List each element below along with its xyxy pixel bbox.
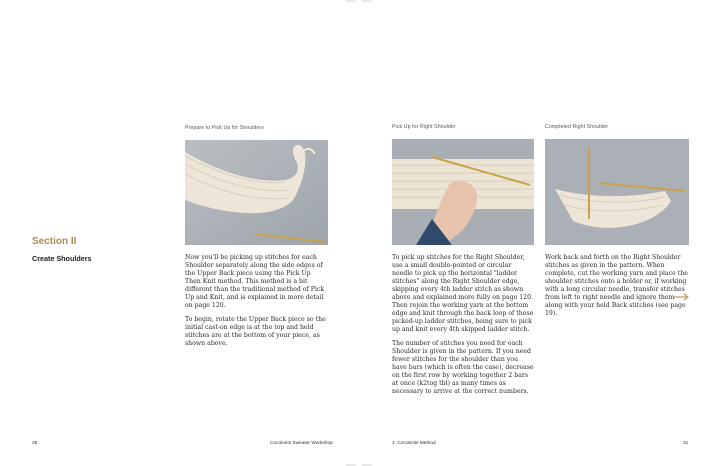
paragraph: Work back and forth on the Right Shoulder stitches as given in the pattern. When complete, cut the working yarn and place the shoulder stitches onto a holder or, if working with a long circular needle, transfer stitches from left to right needle and ignore them along with your held Back stitches (see page 19). — [545, 254, 688, 317]
column-3-text — [545, 254, 689, 324]
photo-pickup-right-shoulder — [392, 139, 534, 245]
top-mark-left — [346, 0, 356, 2]
section-title: Create Shoulders — [32, 254, 92, 263]
running-title-right: 1. Cocoknits Method — [392, 441, 436, 446]
photo-completed-right-shoulder — [545, 139, 689, 245]
paragraph: To pick up stitches for the Right Shoulder, use a small double-pointed or circular needle to pick up the horizontal "ladder stitches" along the Right Shoulder edge, skipping every 4th ladder stitch as shown above and explained more fully on page 120. Then rejoin the working yarn at the bottom edge and knit through the back loop of these picked-up ladder stitches, being sure to pick up and knit every 4th skipped ladder stitch. — [392, 254, 534, 333]
page-number-left: 26 — [32, 441, 38, 446]
knitting-photo-2 — [392, 139, 534, 245]
photo-caption-2: Pick Up for Right Shoulder — [392, 124, 456, 130]
page-number-right: 31 — [683, 441, 689, 446]
arrow-right-icon-svg — [674, 293, 690, 301]
running-title-left: Cocoknits Sweater Workshop — [270, 441, 333, 446]
photo-caption-1: Prepare to Pick Up for Shoulders — [185, 125, 265, 131]
top-mark-right — [362, 0, 372, 2]
knitting-photo-3 — [545, 139, 689, 245]
photo-prepare-pickup — [185, 140, 328, 245]
knitting-photo-1 — [185, 140, 328, 245]
paragraph: The number of stitches you need for each Shoulder is given in the pattern. If you need fewer stitches for the shoulder than you have bars (which is often the case), decrease on the first row by working together 2 bars at once (k2tog tbl) as many times as necessary to arrive at the correct numbers. — [392, 340, 534, 395]
arrow-right-icon — [674, 292, 690, 302]
paragraph: To begin, rotate the Upper Back piece so the initial cast-on edge is at the top and held stitches are at the bottom of your piece, as shown above. — [185, 316, 326, 347]
photo-caption-3: Completed Right Shoulder — [545, 124, 609, 130]
column-1-text — [185, 254, 327, 354]
column-2-text — [392, 254, 534, 402]
section-label: Section II — [32, 236, 77, 247]
paragraph: Now you'll be picking up stitches for each Shoulder separately along the side edges of the Upper Back piece using the Pick Up Then Knit method. This method is a bit different than the traditional method of Pick Up and Knit, and is explained in more detail on page 120. — [185, 254, 325, 309]
